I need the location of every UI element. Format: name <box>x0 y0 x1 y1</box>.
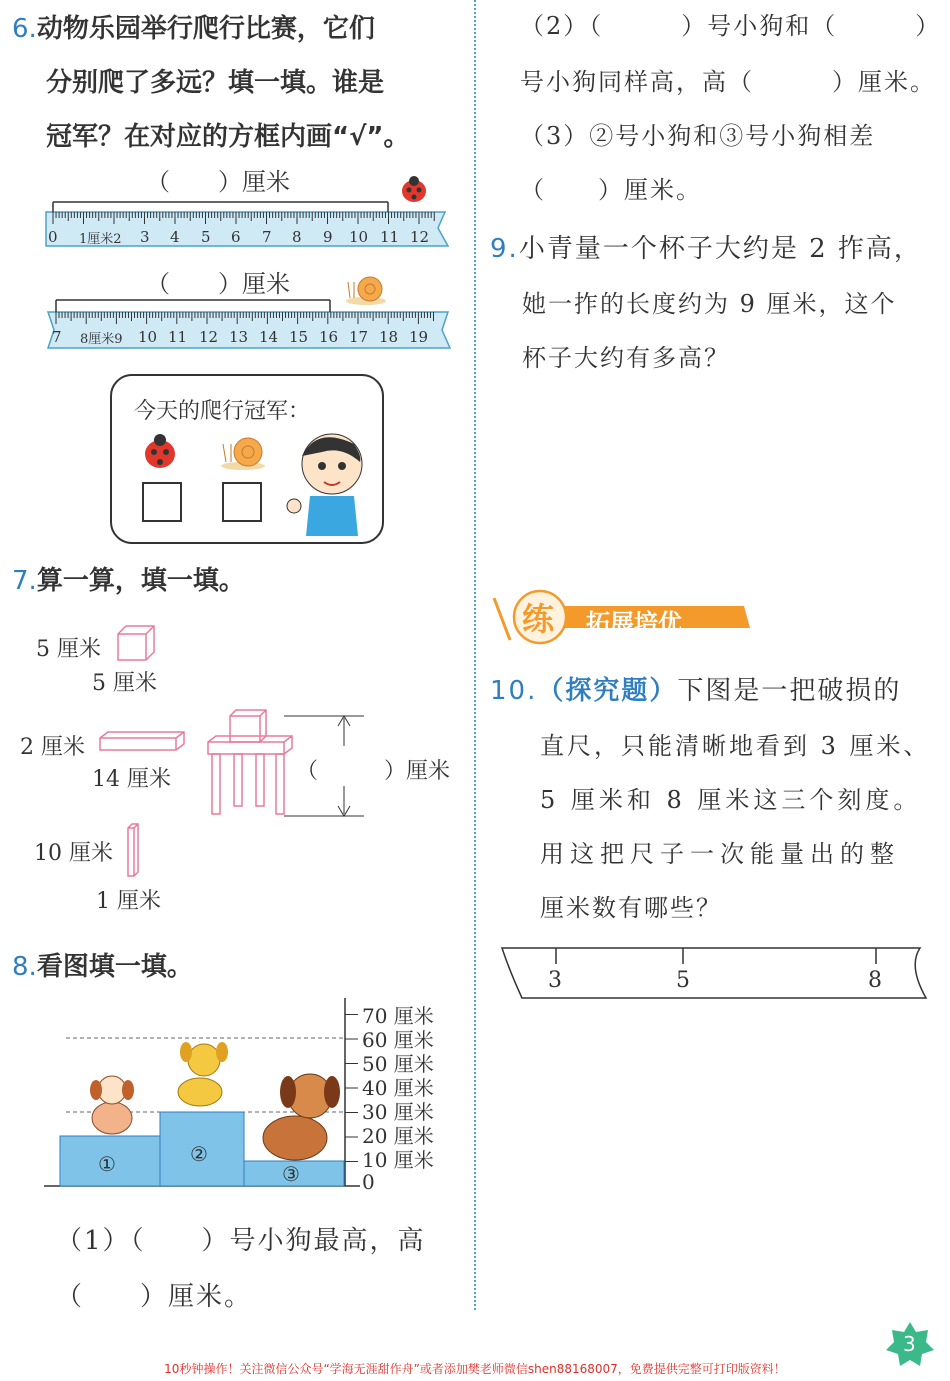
q7-title-line: 7.算一算，填一填。 <box>12 566 245 596</box>
ruler-tick-3: 3 <box>548 968 562 993</box>
q6-line3: 冠军？在对应的方框内画“√”。 <box>46 122 410 152</box>
stick-shape <box>126 822 140 878</box>
section-banner <box>488 588 750 646</box>
dog-1-icon <box>90 1076 134 1134</box>
broken-ruler <box>500 944 928 1004</box>
board-side-label: 2 厘米 <box>20 735 85 760</box>
q9-number: 9. <box>490 234 519 264</box>
step-2-label: ② <box>190 1142 208 1166</box>
q8-sub1-line1: （1）（ ）号小狗最高，高 <box>56 1226 426 1256</box>
ladybug-icon <box>138 430 182 470</box>
q10-line4: 用这把尺子一次能量出的整 <box>540 840 900 868</box>
ruler-2-labels: 7 8厘米9 10 11 12 13 14 15 16 17 18 19 <box>52 328 429 347</box>
champion-label: 今天的爬行冠军： <box>134 399 311 424</box>
step-3-label: ③ <box>282 1162 300 1186</box>
dog-2-icon <box>178 1042 228 1106</box>
q10-tag: （探究题） <box>537 676 678 706</box>
q9-line3: 杯子大约有多高？ <box>522 344 730 372</box>
q8-sub3-line2: （ ）厘米。 <box>520 176 702 204</box>
q9-line2: 她一拃的长度约为 9 厘米，这个 <box>522 290 897 318</box>
q10-number: 10. <box>490 676 538 706</box>
banner-text: 拓展培优 <box>586 609 682 637</box>
q8-number: 8. <box>12 952 37 982</box>
ruler-tick-8: 8 <box>868 968 882 993</box>
ruler-1-labels: 0 1厘米2 3 4 5 6 7 8 9 10 11 12 <box>48 228 430 247</box>
column-divider <box>474 0 476 1310</box>
q10-line3: 5 厘米和 8 厘米这三个刻度。 <box>540 786 922 814</box>
cube-shape <box>116 624 156 662</box>
q6-blank2: （ ）厘米 <box>146 270 290 298</box>
q9-line1: 9.小青量一个杯子大约是 2 拃高， <box>490 234 922 264</box>
snail-icon <box>344 272 388 306</box>
stick-side-label: 10 厘米 <box>34 841 113 866</box>
cube-side-label: 5 厘米 <box>36 637 101 662</box>
ruler-tick-5: 5 <box>676 968 690 993</box>
q6-line2: 分别爬了多远？填一填。谁是 <box>46 68 385 98</box>
banner-badge: 练 <box>522 600 555 638</box>
board-bottom-label: 14 厘米 <box>92 767 171 792</box>
ladybug-answer-box[interactable] <box>142 482 182 522</box>
q8-sub1-line2: （ ）厘米。 <box>56 1282 253 1312</box>
snail-icon <box>218 432 268 472</box>
q10-line1: 10.（探究题）下图是一把破损的 <box>490 676 902 706</box>
champion-card <box>110 374 384 544</box>
q8-sub2-line2: 号小狗同样高，高（ ）厘米。 <box>520 68 936 96</box>
q8-sub2-line1: （2）（ ）号小狗和（ ） <box>520 12 942 40</box>
q8-scale-labels: 70 厘米 60 厘米 50 厘米 40 厘米 30 厘米 20 厘米 10 厘米 0 <box>362 1004 434 1194</box>
dog-3-icon <box>263 1074 340 1160</box>
q7-answer-blank: （ ）厘米 <box>296 759 451 784</box>
q6-blank1: （ ）厘米 <box>146 168 290 196</box>
q10-line2: 直尺，只能清晰地看到 3 厘米、 <box>540 732 931 760</box>
boy-illustration <box>282 426 372 536</box>
stick-bottom-label: 1 厘米 <box>96 889 161 914</box>
board-shape <box>98 730 186 752</box>
q6-number: 6. <box>12 14 37 44</box>
step-1-label: ① <box>98 1152 116 1176</box>
q8-sub3-line1: （3）②号小狗和③号小狗相差 <box>520 122 876 150</box>
q7-number: 7. <box>12 566 37 596</box>
footer-note: 10秒钟操作！关注微信公众号“学海无涯甜作舟”或者添加樊老师微信shen88168007，免费提供完整可打印版资料！ <box>164 1362 786 1376</box>
ladybug-icon <box>397 174 431 204</box>
cube-bottom-label: 5 厘米 <box>92 671 157 696</box>
q6-line1: 6.动物乐园举行爬行比赛，它们 <box>12 14 375 44</box>
q10-line5: 厘米数有哪些？ <box>540 894 722 922</box>
q8-title-line: 8.看图填一填。 <box>12 952 193 982</box>
q8-bar-figure <box>40 996 460 1196</box>
page-number: 3 <box>903 1332 916 1356</box>
snail-answer-box[interactable] <box>222 482 262 522</box>
